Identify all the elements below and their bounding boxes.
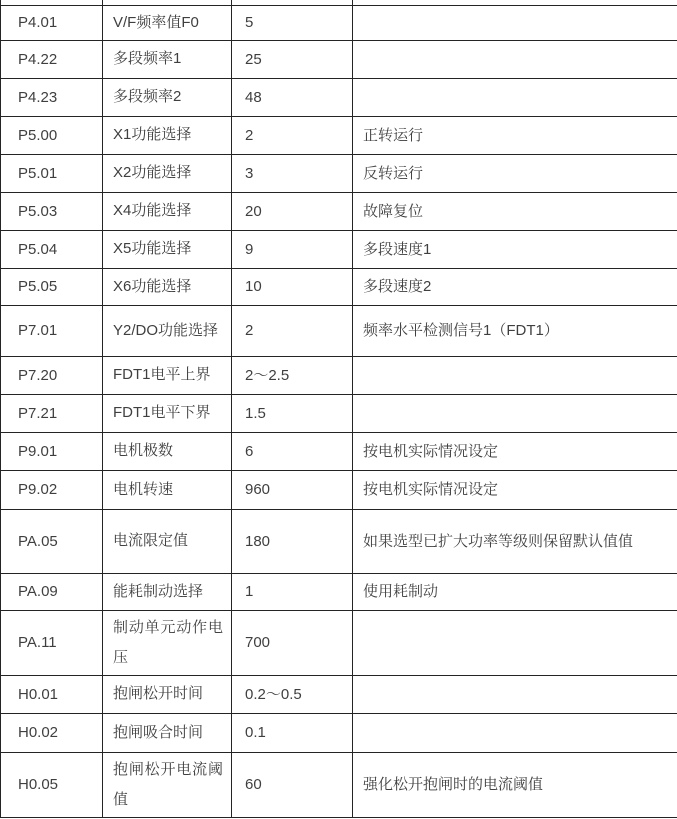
param-code-cell: P5.05 [1,268,103,305]
param-value-cell: 25 [232,40,353,78]
table-row [1,713,677,752]
table-row [1,230,677,268]
param-value-cell: 9 [232,230,353,268]
param-name-cell: X2功能选择 [103,154,232,192]
param-value-cell: 0.1 [232,713,353,752]
param-value-cell: 700 [232,610,353,675]
table-row [1,573,677,610]
param-value-cell: 10 [232,268,353,305]
param-desc-cell: 故障复位 [353,192,677,230]
table-row [1,40,677,78]
param-desc-cell: 按电机实际情况设定 [353,432,677,470]
param-code-cell: PA.11 [1,610,103,675]
param-code-cell: P7.20 [1,356,103,394]
param-value-cell: 960 [232,470,353,509]
param-value-cell: 1 [232,573,353,610]
param-desc-cell [353,675,677,713]
param-value-cell: 0.2～0.5 [232,675,353,713]
table-row [1,610,677,675]
param-name-cell: V/F频率值F0 [103,5,232,40]
param-name-cell: 多段频率2 [103,78,232,116]
table-row [1,78,677,116]
param-desc-cell [353,610,677,675]
param-desc-cell: 多段速度1 [353,230,677,268]
param-desc-cell: 使用耗制动 [353,573,677,610]
param-name-cell: 能耗制动选择 [103,573,232,610]
param-name-cell: 抱闸吸合时间 [103,713,232,752]
param-value-cell: 5 [232,5,353,40]
table-row [1,509,677,573]
table-row [1,154,677,192]
param-value-cell: 60 [232,752,353,817]
param-code-cell: H0.05 [1,752,103,817]
param-value-cell: 48 [232,78,353,116]
param-name-cell: 抱闸松开时间 [103,675,232,713]
param-value-cell: 3 [232,154,353,192]
param-value-cell: 6 [232,432,353,470]
param-code-cell: P5.03 [1,192,103,230]
param-code-cell: P5.00 [1,116,103,154]
param-name-cell: X1功能选择 [103,116,232,154]
param-code-cell: PA.05 [1,509,103,573]
table-row [1,116,677,154]
param-desc-cell [353,78,677,116]
param-name-cell: 电机极数 [103,432,232,470]
param-code-cell: P5.04 [1,230,103,268]
param-code-cell: H0.02 [1,713,103,752]
param-desc-cell: 反转运行 [353,154,677,192]
param-name-cell: X4功能选择 [103,192,232,230]
table-row [1,675,677,713]
param-desc-cell [353,5,677,40]
table-row [1,192,677,230]
param-desc-cell [353,713,677,752]
param-code-cell: P4.01 [1,5,103,40]
param-value-cell: 2～2.5 [232,356,353,394]
param-desc-cell: 如果选型已扩大功率等级则保留默认值值 [353,509,677,573]
param-name-cell: 电流限定值 [103,509,232,573]
param-name-cell: X5功能选择 [103,230,232,268]
param-desc-cell: 频率水平检测信号1（FDT1） [353,305,677,356]
param-desc-cell [353,356,677,394]
param-code-cell: P4.23 [1,78,103,116]
param-code-cell: P7.01 [1,305,103,356]
param-name-cell: FDT1电平上界 [103,356,232,394]
param-name-cell: 电机转速 [103,470,232,509]
param-name-cell: 多段频率1 [103,40,232,78]
table-row [1,752,677,817]
table-row [1,470,677,509]
param-value-cell: 1.5 [232,394,353,432]
param-value-cell: 20 [232,192,353,230]
param-code-cell: P4.22 [1,40,103,78]
param-code-cell: PA.09 [1,573,103,610]
param-desc-cell: 按电机实际情况设定 [353,470,677,509]
table-row [1,432,677,470]
table-row [1,394,677,432]
table-row [1,305,677,356]
param-code-cell: P5.01 [1,154,103,192]
param-name-cell: 制动单元动作电压 [103,610,232,675]
param-name-cell: FDT1电平下界 [103,394,232,432]
param-desc-cell: 正转运行 [353,116,677,154]
param-code-cell: P9.01 [1,432,103,470]
param-desc-cell [353,40,677,78]
param-desc-cell: 多段速度2 [353,268,677,305]
param-desc-cell [353,394,677,432]
param-name-cell: Y2/DO功能选择 [103,305,232,356]
param-code-cell: P7.21 [1,394,103,432]
param-code-cell: H0.01 [1,675,103,713]
table-row [1,5,677,40]
table-row [1,356,677,394]
param-name-cell: X6功能选择 [103,268,232,305]
param-name-cell: 抱闸松开电流阈值 [103,752,232,817]
param-value-cell: 180 [232,509,353,573]
param-value-cell: 2 [232,116,353,154]
param-value-cell: 2 [232,305,353,356]
table-row [1,268,677,305]
param-desc-cell: 强化松开抱闸时的电流阈值 [353,752,677,817]
param-code-cell: P9.02 [1,470,103,509]
